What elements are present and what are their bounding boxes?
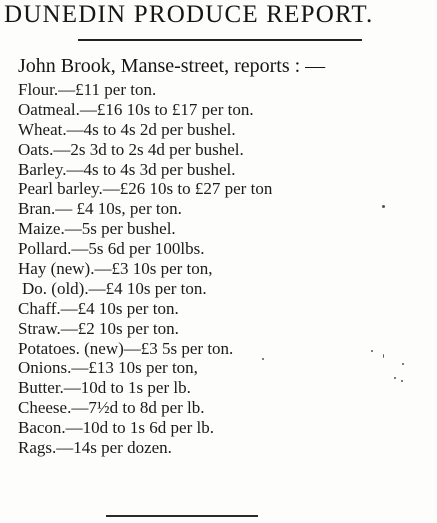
price-item-flour: Flour.—£11 per ton. [18,80,157,99]
price-item-wheat: Wheat.—4s to 4s 2d per bushel. [18,119,236,139]
bottom-divider-rule [106,515,258,517]
price-item-rags: Rags.—14s per dozen. [18,438,172,458]
ink-speck [382,205,385,208]
price-item-potatoes: Potatoes. (new)—£3 5s per ton. [18,338,234,358]
price-item-oats: Oats.—2s 3d to 2s 4d per bushel. [18,139,244,159]
price-item-bacon: Bacon.—10d to 1s 6d per lb. [18,418,214,438]
price-item-pearl-barley: Pearl barley.—£26 10s to £27 per ton [18,179,273,199]
price-item-onions: Onions.—£13 10s per ton, [18,358,198,378]
price-item-hay-old: Do. (old).—£4 10s per ton. [22,278,207,298]
top-divider-rule [78,39,362,41]
ink-speck [394,377,396,379]
report-headline: DUNEDIN PRODUCE REPORT. [4,1,374,28]
price-item-barley: Barley.—4s to 4s 3d per bushel. [18,159,236,179]
price-item-bran: Bran.— £4 10s, per ton. [18,199,182,219]
price-item-pollard: Pollard.—5s 6d per 100lbs. [18,239,205,259]
price-item-hay-new: Hay (new).—£3 10s per ton, [18,259,213,279]
ink-speck [262,358,264,360]
price-item-maize: Maize.—5s per bushel. [18,219,176,239]
price-item-cheese: Cheese.—7½d to 8d per lb. [18,398,205,418]
ink-speck [371,350,373,352]
ink-speck [383,354,384,358]
price-list [18,80,272,458]
reporter-line: John Brook, Manse-street, reports : — [18,55,326,77]
price-item-butter: Butter.—10d to 1s per lb. [18,378,191,398]
ink-speck [401,380,403,382]
price-item-oatmeal: Oatmeal.—£16 10s to £17 per ton. [18,99,254,119]
price-item-chaff: Chaff.—£4 10s per ton. [18,298,179,318]
price-item-straw: Straw.—£2 10s per ton. [18,318,179,338]
ink-speck [402,363,404,365]
